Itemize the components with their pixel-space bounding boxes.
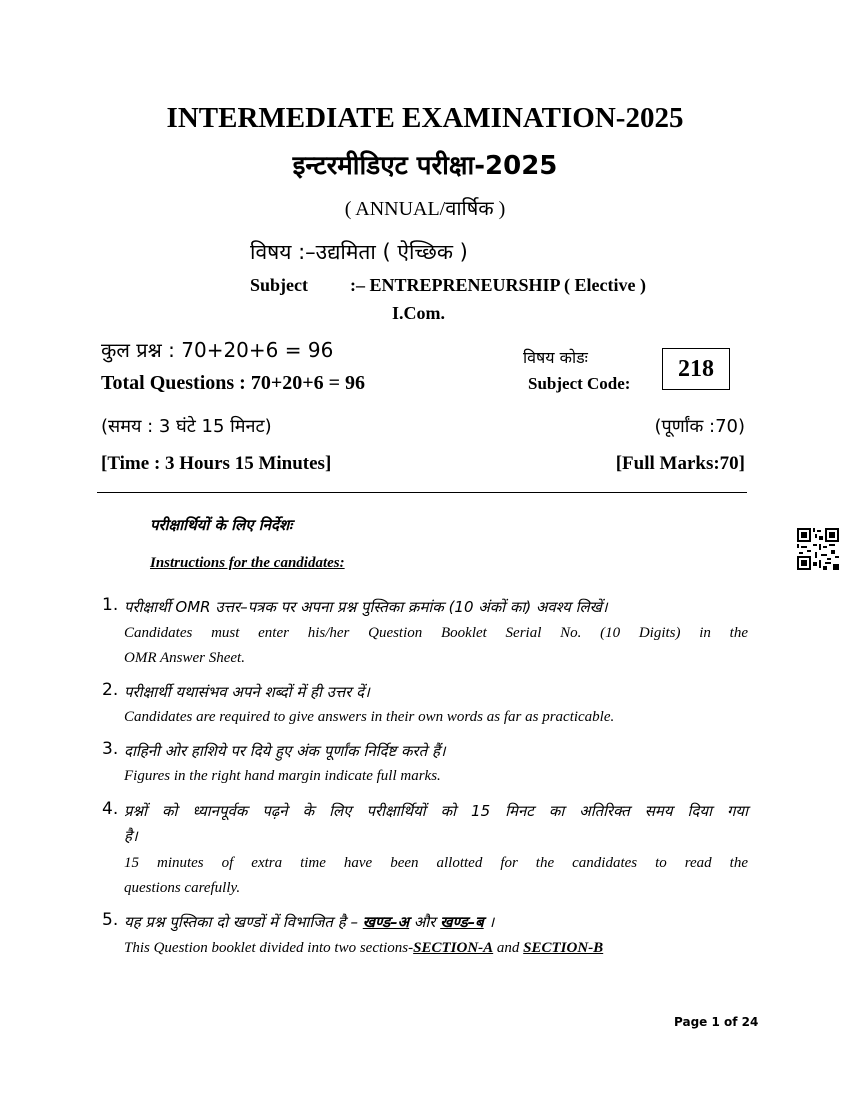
total-questions-english: Total Questions : 70+20+6 = 96 [101, 372, 366, 394]
instruction-4-hindi: प्रश्नों को ध्यानपूर्वक पढ़ने के लिए परीक्षार्थियों को 15 मिनट का अतिरिक्त समय दिया गया [124, 802, 748, 820]
instruction-5-hindi-text: यह प्रश्न पुस्तिका दो खण्डों में विभाजित है – [124, 913, 358, 931]
instructions-heading-hindi: परीक्षार्थियों के लिए निर्देशः [150, 516, 293, 534]
section-b-english: SECTION-B [523, 940, 604, 956]
instruction-5-english [124, 940, 748, 957]
exam-title-english: INTERMEDIATE EXAMINATION-2025 [166, 102, 684, 134]
header-divider [97, 492, 747, 493]
annual-label: ( ANNUAL/वार्षिक ) [344, 198, 506, 220]
instruction-2-hindi: परीक्षार्थी यथासंभव अपने शब्दों में ही उत्तर दें। [124, 683, 370, 701]
instruction-4-hindi-cont: है। [124, 827, 138, 845]
subject-value: :– ENTREPRENEURSHIP ( Elective ) [350, 275, 646, 295]
instruction-number: 1. [102, 595, 119, 615]
instruction-4-english-cont: questions carefully. [124, 880, 241, 896]
subject-code-box [662, 348, 730, 390]
and-english: and [496, 940, 520, 956]
instruction-number: 3. [102, 739, 119, 759]
subject-hindi: विषय :–उद्यमिता ( ऐच्छिक ) [250, 240, 468, 264]
danda: । [488, 913, 495, 931]
time-english: [Time : 3 Hours 15 Minutes] [101, 453, 332, 474]
subject-code-value: 218 [678, 355, 714, 382]
and-hindi: और [413, 913, 436, 931]
instruction-4-english: 15 minutes of extra time have been allotted for the candidates to read the [124, 855, 748, 871]
instruction-2-english: Candidates are required to give answers in their own words as far as practicable. [124, 709, 615, 725]
total-questions-hindi: कुल प्रश्न : 70+20+6 = 96 [101, 338, 334, 362]
instruction-1-english-cont: OMR Answer Sheet. [124, 650, 245, 666]
subject-label: Subject [250, 275, 308, 295]
instruction-number: 4. [102, 799, 119, 819]
exam-title-hindi: इन्टरमीडिएट परीक्षा-2025 [292, 151, 558, 181]
instructions-heading-english: Instructions for the candidates: [150, 555, 345, 571]
subject-code-label: Subject Code: [528, 374, 631, 393]
section-a-hindi: खण्ड–अ [362, 913, 410, 931]
full-marks-english: [Full Marks:70] [615, 453, 745, 474]
instruction-5-english-text: This Question booklet divided into two sections- [124, 940, 414, 956]
section-a-english: SECTION-A [413, 940, 494, 956]
instruction-5-hindi [124, 912, 748, 932]
instruction-number: 2. [102, 680, 119, 700]
qr-code-icon [797, 528, 839, 570]
instruction-3-hindi: दाहिनी ओर हाशिये पर दिये हुए अंक पूर्णांक निर्दिष्ट करते हैं। [124, 742, 446, 760]
full-marks-hindi: (पूर्णांक :70) [654, 416, 745, 437]
instruction-1-hindi: परीक्षार्थी OMR उत्तर–पत्रक पर अपना प्रश्न पुस्तिका क्रमांक (10 अंकों का) अवश्य लिखें। [124, 598, 608, 616]
subject-code-label-hindi: विषय कोडः [523, 348, 588, 367]
instruction-1-english: Candidates must enter his/her Question Booklet Serial No. (10 Digits) in the [124, 625, 748, 641]
section-b-hindi: खण्ड–ब [440, 913, 484, 931]
time-hindi: (समय : 3 घंटे 15 मिनट) [101, 416, 272, 437]
instruction-number: 5. [102, 910, 119, 930]
page-number: Page 1 of 24 [674, 1015, 759, 1029]
course-name: I.Com. [392, 303, 445, 323]
instruction-3-english: Figures in the right hand margin indicate full marks. [124, 768, 441, 784]
